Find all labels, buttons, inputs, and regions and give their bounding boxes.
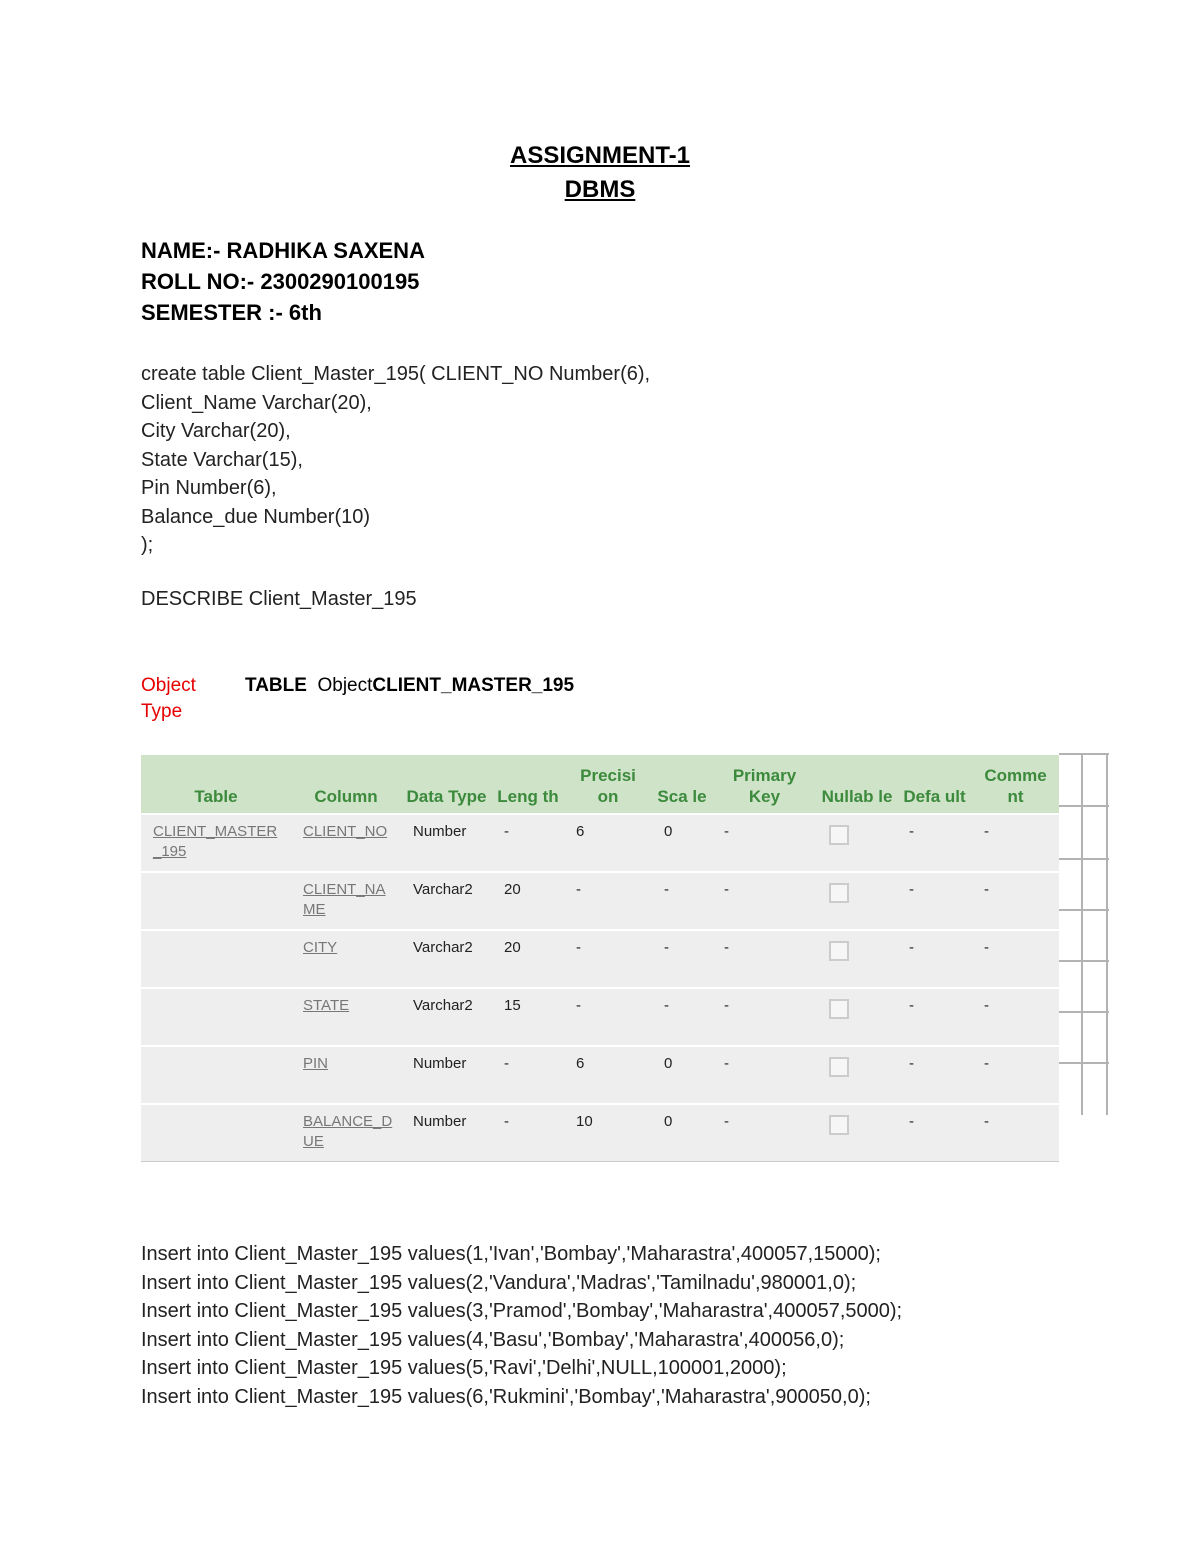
insert-line: Insert into Client_Master_195 values(4,'Basu','Bombay','Maharastra',400056,0);	[141, 1328, 845, 1351]
insert-line: Insert into Client_Master_195 values(1,'Ivan','Bombay','Maharastra',400057,15000);	[141, 1243, 881, 1265]
table-name-link	[141, 1046, 291, 1104]
header-scale: Sca le	[652, 755, 712, 814]
header-nullable: Nullab le	[817, 755, 897, 814]
header-data-type: Data Type	[401, 755, 492, 814]
scale-cell: -	[652, 930, 712, 988]
sql-line: City Varchar(20),	[141, 420, 291, 442]
column-name-link[interactable]: PIN	[291, 1046, 401, 1104]
border-line	[1059, 858, 1109, 860]
length-cell: -	[492, 814, 564, 872]
nullable-cell	[817, 988, 897, 1046]
primary-key-cell: -	[712, 872, 817, 930]
table-name-link[interactable]: CLIENT_MASTER_195	[141, 814, 291, 872]
table-name-link	[141, 872, 291, 930]
default-cell: -	[897, 1104, 972, 1162]
column-name-link[interactable]: CLIENT_NAME	[291, 872, 401, 930]
sql-line: );	[141, 534, 154, 556]
table-row	[141, 1046, 1059, 1104]
primary-key-cell: -	[712, 1046, 817, 1104]
comment-cell: -	[972, 988, 1059, 1046]
comment-cell: -	[972, 1104, 1059, 1162]
precision-cell: 10	[564, 1104, 652, 1162]
table-row	[141, 1104, 1059, 1162]
primary-key-cell: -	[712, 1104, 817, 1162]
column-name-link[interactable]: STATE	[291, 988, 401, 1046]
table-row	[141, 930, 1059, 988]
object-type-label: Object Type	[141, 675, 196, 722]
data-type-cell: Number	[401, 1104, 492, 1162]
scale-cell: -	[652, 872, 712, 930]
describe-table	[141, 755, 1059, 1162]
precision-cell: 6	[564, 814, 652, 872]
data-type-cell: Number	[401, 1046, 492, 1104]
nullable-cell	[817, 930, 897, 988]
insert-line: Insert into Client_Master_195 values(6,'Rukmini','Bombay','Maharastra',900050,0);	[141, 1385, 871, 1408]
comment-cell: -	[972, 930, 1059, 988]
data-type-cell: Varchar2	[401, 988, 492, 1046]
header-primary-key: Primary Key	[712, 755, 817, 814]
table-row	[141, 988, 1059, 1046]
length-cell: 20	[492, 872, 564, 930]
border-line	[1059, 805, 1109, 807]
scale-cell: 0	[652, 814, 712, 872]
default-cell: -	[897, 1046, 972, 1104]
sql-line: Balance_due Number(10)	[141, 505, 371, 528]
scale-cell: 0	[652, 1104, 712, 1162]
table-name-link	[141, 930, 291, 988]
data-type-cell: Varchar2	[401, 872, 492, 930]
student-name: NAME:- RADHIKA SAXENA	[141, 238, 425, 263]
insert-line: Insert into Client_Master_195 values(2,'Vandura','Madras','Tamilnadu',980001,0);	[141, 1271, 857, 1294]
column-name-link[interactable]: CITY	[291, 930, 401, 988]
precision-cell: -	[564, 930, 652, 988]
object-label: Object	[317, 675, 373, 696]
default-cell: -	[897, 988, 972, 1046]
nullable-cell	[817, 872, 897, 930]
semester: SEMESTER :- 6th	[141, 300, 322, 325]
insert-sql	[141, 1240, 902, 1411]
sql-line: create table Client_Master_195( CLIENT_NO Number(6),	[141, 363, 651, 385]
primary-key-cell: -	[712, 930, 817, 988]
table-right-border	[1059, 753, 1109, 1115]
border-line	[1059, 1011, 1109, 1013]
table-row	[141, 872, 1059, 930]
primary-key-cell: -	[712, 814, 817, 872]
assignment-title: ASSIGNMENT-1	[509, 142, 691, 169]
sql-line: State Varchar(15),	[141, 448, 303, 471]
comment-cell: -	[972, 872, 1059, 930]
comment-cell: -	[972, 1046, 1059, 1104]
length-cell: -	[492, 1104, 564, 1162]
header-precision: Precisi on	[564, 755, 652, 814]
header-default: Defa ult	[897, 755, 972, 814]
header-column: Column	[291, 755, 401, 814]
precision-cell: -	[564, 872, 652, 930]
table-row	[141, 814, 1059, 872]
border-line	[1059, 1062, 1109, 1064]
column-name-link[interactable]: BALANCE_DUE	[291, 1104, 401, 1162]
object-type-value: TABLE	[245, 675, 307, 696]
nullable-checkbox[interactable]	[829, 941, 849, 961]
comment-cell: -	[972, 814, 1059, 872]
nullable-checkbox[interactable]	[829, 1057, 849, 1077]
default-cell: -	[897, 930, 972, 988]
primary-key-cell: -	[712, 988, 817, 1046]
border-line	[1059, 909, 1109, 911]
header-length: Leng th	[492, 755, 564, 814]
nullable-checkbox[interactable]	[829, 825, 849, 845]
insert-line: Insert into Client_Master_195 values(5,'Ravi','Delhi',NULL,100001,2000);	[141, 1357, 787, 1379]
column-name-link[interactable]: CLIENT_NO	[291, 814, 401, 872]
header-table: Table	[141, 755, 291, 814]
border-line	[1106, 753, 1108, 1115]
roll-number: ROLL NO:- 2300290100195	[141, 269, 420, 294]
border-line	[1059, 960, 1109, 962]
precision-cell: 6	[564, 1046, 652, 1104]
describe-sql: DESCRIBE Client_Master_195	[141, 588, 417, 610]
subject-title: DBMS	[564, 176, 636, 203]
nullable-checkbox[interactable]	[829, 883, 849, 903]
create-table-sql	[141, 360, 650, 560]
object-name: CLIENT_MASTER_195	[372, 675, 575, 696]
length-cell: 20	[492, 930, 564, 988]
default-cell: -	[897, 872, 972, 930]
border-line	[1081, 753, 1083, 1115]
nullable-cell	[817, 1046, 897, 1104]
length-cell: -	[492, 1046, 564, 1104]
table-name-link	[141, 1104, 291, 1162]
object-line	[245, 673, 574, 699]
precision-cell: -	[564, 988, 652, 1046]
nullable-checkbox[interactable]	[829, 999, 849, 1019]
insert-line: Insert into Client_Master_195 values(3,'Pramod','Bombay','Maharastra',400057,5000);	[141, 1300, 903, 1322]
nullable-cell	[817, 1104, 897, 1162]
length-cell: 15	[492, 988, 564, 1046]
nullable-cell	[817, 814, 897, 872]
scale-cell: 0	[652, 1046, 712, 1104]
table-name-link	[141, 988, 291, 1046]
data-type-cell: Number	[401, 814, 492, 872]
scale-cell: -	[652, 988, 712, 1046]
default-cell: -	[897, 814, 972, 872]
nullable-checkbox[interactable]	[829, 1115, 849, 1135]
header-comment: Comme nt	[972, 755, 1059, 814]
border-line	[1059, 753, 1109, 755]
data-type-cell: Varchar2	[401, 930, 492, 988]
sql-line: Pin Number(6),	[141, 477, 277, 499]
table-header-row	[141, 755, 1059, 814]
sql-line: Client_Name Varchar(20),	[141, 391, 372, 414]
